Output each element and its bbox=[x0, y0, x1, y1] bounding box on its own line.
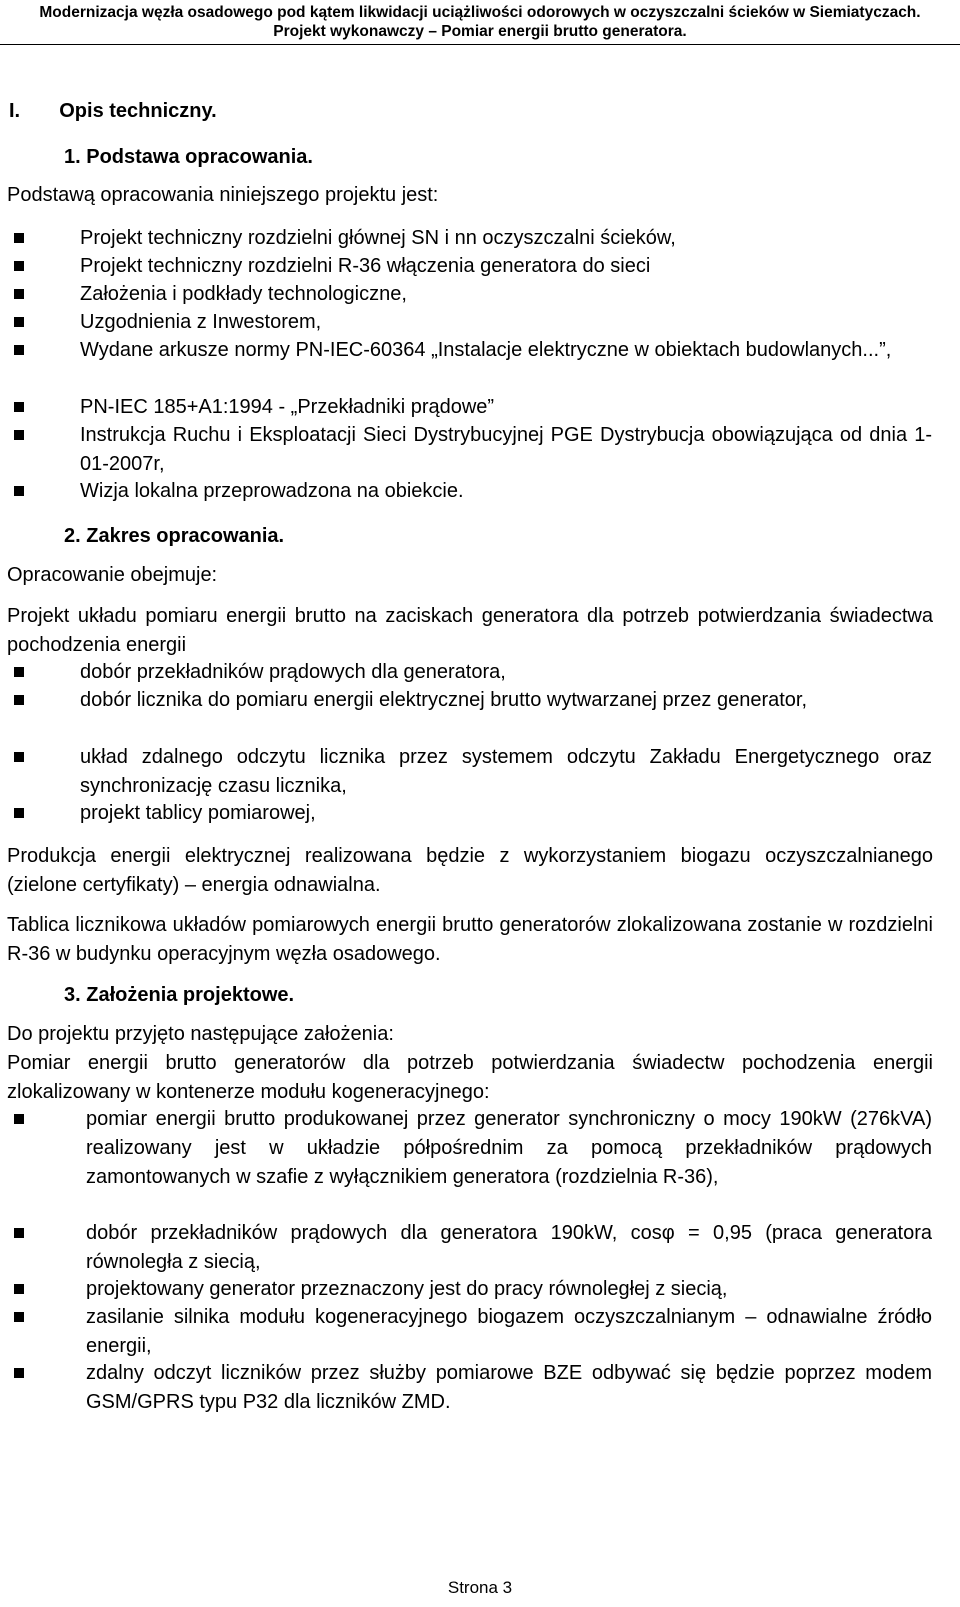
bullet-icon bbox=[14, 1284, 24, 1294]
s1-list-item: PN-IEC 185+A1:1994 - „Przekładniki prądowe” bbox=[80, 393, 932, 422]
s1-list-item: Instrukcja Ruchu i Eksploatacji Sieci Dystrybucyjnej PGE Dystrybucja obowiązująca od dnia 1-01-2007r, bbox=[80, 421, 932, 479]
bullet-icon bbox=[14, 430, 24, 440]
s2-paragraph: Projekt układu pomiaru energii brutto na zaciskach generatora dla potrzeb potwierdzania świadectwa pochodzenia energii bbox=[7, 605, 933, 656]
section-heading bbox=[9, 99, 217, 123]
header-divider bbox=[0, 44, 960, 45]
bullet-icon bbox=[14, 752, 24, 762]
s2-list-item: dobór przekładników prądowych dla generatora, bbox=[80, 658, 932, 687]
page-number: Strona 3 bbox=[447, 1578, 513, 1597]
bullet-icon bbox=[14, 1228, 24, 1238]
bullet-icon bbox=[14, 402, 24, 412]
header-line-2: Projekt wykonawczy – Pomiar energii brutto generatora. bbox=[273, 23, 687, 40]
s3-list-item: dobór przekładników prądowych dla generatora 190kW, cosφ = 0,95 (praca generatora równoległa z siecią, bbox=[86, 1219, 932, 1277]
bullet-icon bbox=[14, 1312, 24, 1322]
s2-paragraph: Produkcja energii elektrycznej realizowana będzie z wykorzystaniem biogazu oczyszczalnianego (zielone certyfikaty) – energia odnawialna. bbox=[7, 845, 933, 896]
bullet-icon bbox=[14, 695, 24, 705]
s3-paragraph: Pomiar energii brutto generatorów dla potrzeb potwierdzania świadectw pochodzenia energii zlokalizowany w kontenerze modułu kogeneracyjnego: bbox=[7, 1052, 933, 1103]
s1-list-item: Projekt techniczny rozdzielni głównej SN i nn oczyszczalni ścieków, bbox=[80, 224, 932, 253]
s1-list-item: Uzgodnienia z Inwestorem, bbox=[80, 308, 932, 337]
bullet-icon bbox=[14, 1368, 24, 1378]
s2-intro: Opracowanie obejmuje: bbox=[7, 564, 218, 586]
document-header bbox=[0, 3, 960, 41]
s3-list-item: projektowany generator przeznaczony jest do pracy równoległej z siecią, bbox=[86, 1275, 932, 1304]
s3-heading: 3. Założenia projektowe. bbox=[64, 984, 295, 1006]
s2-heading: 2. Zakres opracowania. bbox=[64, 525, 285, 547]
s2-list-item: projekt tablicy pomiarowej, bbox=[80, 799, 932, 828]
bullet-icon bbox=[14, 317, 24, 327]
bullet-icon bbox=[14, 261, 24, 271]
section-number: I. bbox=[9, 100, 21, 122]
s1-list-item: Projekt techniczny rozdzielni R-36 włączenia generatora do sieci bbox=[80, 252, 932, 281]
header-line-1: Modernizacja węzła osadowego pod kątem likwidacji uciążliwości odorowych w oczyszczalni ścieków w Siemiatyczach. bbox=[39, 4, 921, 21]
s2-list-item: układ zdalnego odczytu licznika przez systemem odczytu Zakładu Energetycznego oraz synchronizację czasu licznika, bbox=[80, 743, 932, 801]
s3-list-item: pomiar energii brutto produkowanej przez generator synchroniczny o mocy 190kW (276kVA) realizowany jest w układzie półpośrednim za pomocą przekładników prądowych zamontowanych w szafie z wyłącznikiem generatora (rozdzielnia R-36), bbox=[86, 1105, 932, 1192]
s2-paragraph: Tablica licznikowa układów pomiarowych energii brutto generatorów zlokalizowana zostanie w rozdzielni R-36 w budynku operacyjnym węzła osadowego. bbox=[7, 914, 933, 965]
bullet-icon bbox=[14, 289, 24, 299]
s1-list-item: Wydane arkusze normy PN-IEC-60364 „Instalacje elektryczne w obiektach budowlanych...”, bbox=[80, 336, 932, 365]
s1-intro: Podstawą opracowania niniejszego projektu jest: bbox=[7, 184, 439, 206]
s3-list-item: zasilanie silnika modułu kogeneracyjnego biogazem oczyszczalnianym – odnawialne źródło energii, bbox=[86, 1303, 932, 1361]
bullet-icon bbox=[14, 808, 24, 818]
s1-list-item: Wizja lokalna przeprowadzona na obiekcie. bbox=[80, 477, 932, 506]
s1-heading: 1. Podstawa opracowania. bbox=[64, 146, 313, 168]
s1-list-item: Założenia i podkłady technologiczne, bbox=[80, 280, 932, 309]
bullet-icon bbox=[14, 345, 24, 355]
s3-list-item: zdalny odczyt liczników przez służby pomiarowe BZE odbywać się będzie poprzez modem GSM/GPRS typu P32 dla liczników ZMD. bbox=[86, 1359, 932, 1417]
bullet-icon bbox=[14, 667, 24, 677]
bullet-icon bbox=[14, 1114, 24, 1124]
section-title: Opis techniczny. bbox=[59, 100, 217, 122]
s3-intro: Do projektu przyjęto następujące założenia: bbox=[7, 1023, 394, 1045]
s2-list-item: dobór licznika do pomiaru energii elektrycznej brutto wytwarzanej przez generator, bbox=[80, 686, 932, 715]
bullet-icon bbox=[14, 486, 24, 496]
bullet-icon bbox=[14, 233, 24, 243]
